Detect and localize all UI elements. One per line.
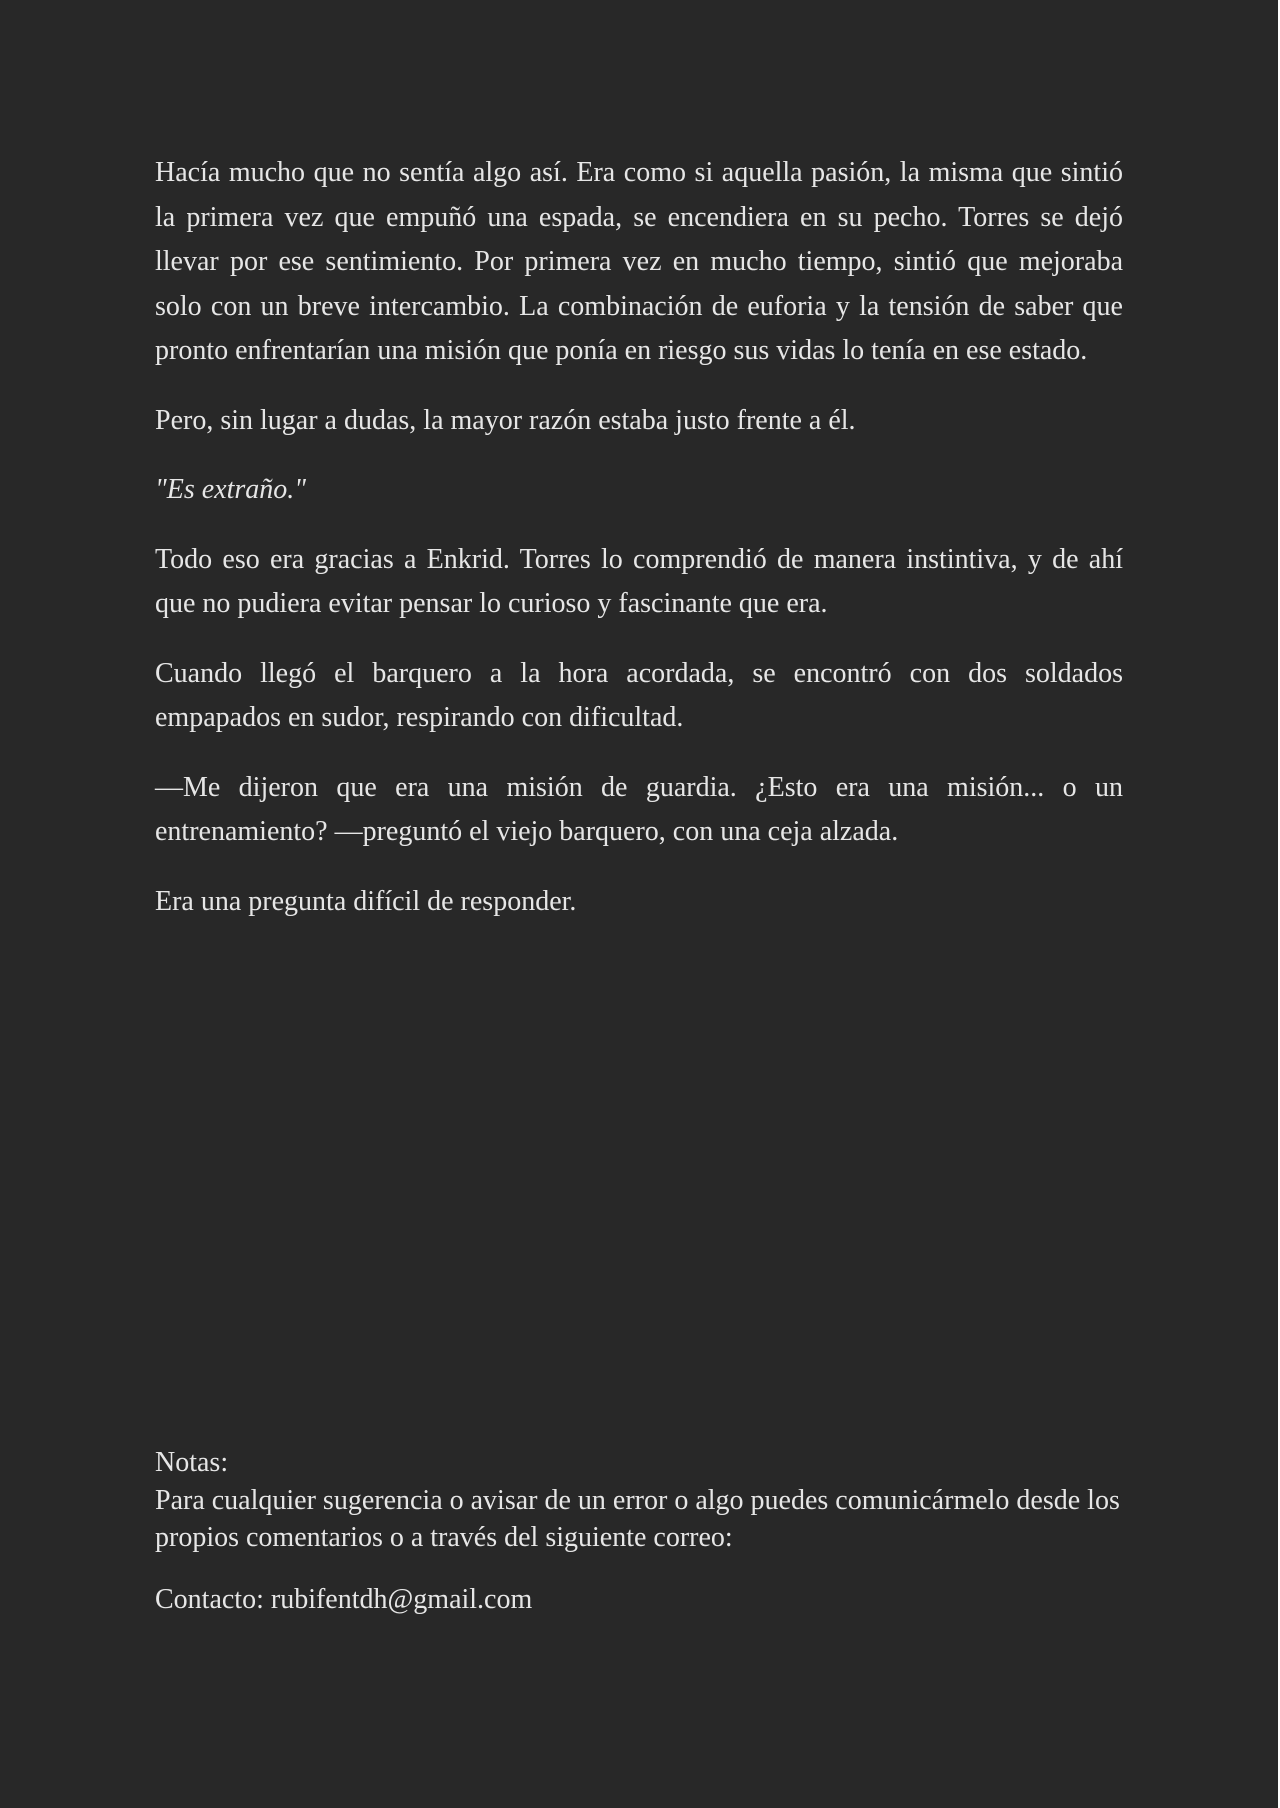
paragraph-thought: "Es extraño." xyxy=(155,474,307,505)
paragraph: Cuando llegó el barquero a la hora acordada, se encontró con dos soldados empapados en sudor, respirando con dificultad. xyxy=(155,657,1123,733)
paragraph-dialogue: —Me dijeron que era una misión de guardia. ¿Esto era una misión... o un entrenamiento? —preguntó el viejo barquero, con una ceja alzada. xyxy=(155,771,1123,847)
contact-email: Contacto: rubifentdh@gmail.com xyxy=(155,1583,533,1615)
notes-heading: Notas: xyxy=(155,1447,229,1478)
paragraph: Era una pregunta difícil de responder. xyxy=(155,885,577,917)
author-notes xyxy=(155,1444,1123,1618)
chapter-text xyxy=(155,151,1123,949)
paragraph: Hacía mucho que no sentía algo así. Era como si aquella pasión, la misma que sintió la primera vez que empuñó una espada, se encendiera en su pecho. Torres se dejó llevar por ese sentimiento. Por primera vez en mucho tiempo, sintió que mejoraba solo con un breve intercambio. La combinación de euforia y la tensión de saber que pronto enfrentarían una misión que ponía en riesgo sus vidas lo tenía en ese estado. xyxy=(155,157,1123,366)
paragraph: Pero, sin lugar a dudas, la mayor razón estaba justo frente a él. xyxy=(155,404,856,436)
notes-body: Para cualquier sugerencia o avisar de un error o algo puedes comunicármelo desde los propios comentarios o a través del siguiente correo: xyxy=(155,1484,1120,1553)
paragraph: Todo eso era gracias a Enkrid. Torres lo comprendió de manera instintiva, y de ahí que no pudiera evitar pensar lo curioso y fascinante que era. xyxy=(155,543,1123,619)
